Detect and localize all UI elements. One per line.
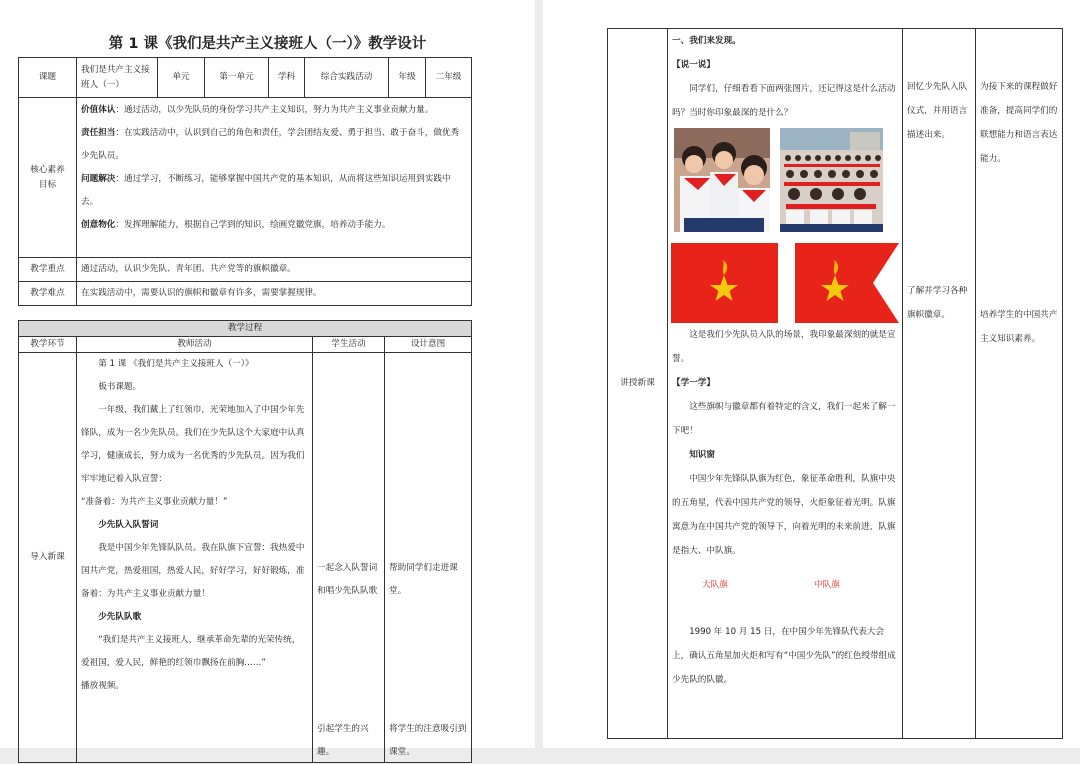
difficulty-label: 教学难点 (19, 282, 77, 306)
student-activity (903, 29, 976, 739)
say-heading: 【说一说】 (672, 60, 715, 70)
grade-value: 二年级 (426, 58, 472, 98)
pledge-heading: 少先队入队誓词 (98, 520, 159, 530)
student-activity-2: 引起学生的兴趣。 (317, 724, 369, 757)
emblem-history-text: 1990 年 10 月 15 日，在中国少年先锋队代表大会上，确认五角星加火炬和写有“中国少先队”的红色绶带组成少先队的队徽。 (672, 627, 896, 685)
brigade-flag-icon (671, 243, 778, 323)
lesson-value: 我们是共产主义接班人（一） (77, 58, 158, 98)
document-page-left (0, 0, 535, 757)
design-intent (976, 29, 1063, 739)
teacher-line: 板书课题。 (98, 382, 142, 392)
squadron-flag-label: 中队旗 (814, 580, 840, 590)
say-text: 同学们，仔细看看下面两张图片，还记得这是什么活动吗？当时你印象最深的是什么？ (672, 84, 896, 118)
induction-ceremony-photo-2 (780, 128, 883, 232)
difficulty-value: 在实践活动中，需要认识的旗帜和徽章有许多，需要掌握规律。 (77, 282, 472, 306)
process-header: 教学过程 (19, 321, 472, 337)
learn-heading: 【学一学】 (672, 378, 715, 388)
learn-text: 这些旗帜与徽章都有着特定的含义，我们一起来了解一下吧！ (672, 402, 896, 436)
core-label: 核心素养目标 (19, 98, 77, 258)
brigade-flag-label: 大队旗 (702, 580, 728, 590)
stage-new-lesson: 讲授新课 (608, 29, 668, 739)
song-heading: 少先队队歌 (98, 612, 142, 622)
design-intent-2: 培养学生的中国共产主义知识素养。 (980, 310, 1058, 344)
teacher-line: 第 1 课 《我们是共产主义接班人（一）》 (98, 359, 254, 369)
core-goals (77, 98, 472, 258)
process-table (18, 320, 472, 763)
teacher-pledge-quote: “准备着：为共产主义事业贡献力量！” (81, 497, 228, 507)
core-goal: 问题解决：通过学习，不断练习，能够掌握中国共产党的基本知识，从而将这些知识运用到实践中去。 (81, 174, 451, 207)
design-intent-1: 帮助同学们走进课堂。 (389, 563, 458, 596)
core-goal: 价值体认：通过活动，以少先队员的身份学习共产主义知识，努力为共产主义事业贡献力量。 (81, 105, 434, 115)
teacher-activity (77, 353, 313, 763)
stage-intro: 导入新课 (19, 353, 77, 763)
page-title: 第 1 课《我们是共产主义接班人（一）》教学设计 (108, 36, 427, 52)
knowledge-window-heading: 知识窗 (689, 450, 715, 460)
unit-value: 第一单元 (205, 58, 269, 98)
design-intent-2: 将学生的注意吸引到课堂。 (389, 724, 467, 757)
core-goal: 责任担当：在实践活动中，认识到自己的角色和责任，学会团结友爱、勇于担当、敢于奋斗，做优秀少先队员。 (81, 128, 460, 161)
teacher-paragraph: 一年级，我们戴上了红领巾，光荣地加入了中国少年先锋队，成为一名少先队员。我们在少先队这个大家庭中认真学习，健康成长，努力成为一名优秀的少先队员。因为我们牢牢地记着入队宣誓： (81, 405, 305, 484)
core-goal: 创意物化：发挥理解能力，根据自己学到的知识，绘画党徽党旗，培养动手能力。 (81, 220, 391, 230)
induction-ceremony-photo-1 (674, 128, 770, 232)
subject-value: 综合实践活动 (305, 58, 389, 98)
student-activity-1: 回忆少先队入队仪式，并用语言描述出来。 (907, 82, 968, 140)
col-student: 学生活动 (313, 337, 385, 353)
student-activity (313, 353, 385, 763)
photo-caption: 这是我们少先队员入队的场景，我印象最深刻的就是宣誓。 (672, 330, 896, 364)
grade-label: 年级 (389, 58, 426, 98)
info-table (18, 57, 472, 306)
squadron-flag-icon (795, 243, 899, 323)
student-activity-1: 一起念入队誓词和唱少先队队歌 (317, 563, 378, 596)
teacher-line: 播放视频。 (81, 681, 124, 691)
key-point-value: 通过活动，认识少先队、青年团、共产党等的旗帜徽章。 (77, 258, 472, 282)
col-intent: 设计意图 (385, 337, 472, 353)
knowledge-window-text: 中国少年先锋队队旗为红色，象征革命胜利，队旗中央的五角星，代表中国共产党的领导，火炬象征着光明。队旗寓意为在中国共产党的领导下，向着光明的未来前进，队旗是指大、中队旗。 (672, 474, 896, 556)
design-intent (385, 353, 472, 763)
lesson-label: 课题 (19, 58, 77, 98)
song-text: “我们是共产主义接班人，继承革命先辈的光荣传统，爱祖国，爱人民，鲜艳的红领巾飘扬在前胸……” (81, 635, 301, 668)
col-teacher: 教师活动 (77, 337, 313, 353)
col-stage: 教学环节 (19, 337, 77, 353)
key-point-label: 教学重点 (19, 258, 77, 282)
unit-label: 单元 (158, 58, 205, 98)
pledge-text: 我是中国少年先锋队队员。我在队旗下宣誓：我热爱中国共产党，热爱祖国，热爱人民，好好学习，好好锻炼，准备着：为共产主义事业贡献力量！ (81, 543, 305, 599)
process-table-continued (607, 28, 1063, 739)
design-intent-1: 为接下来的课程做好准备，提高同学们的联想能力和语言表达能力。 (980, 82, 1058, 164)
document-page-right (543, 0, 1080, 748)
subject-label: 学科 (269, 58, 305, 98)
teacher-activity (668, 29, 903, 739)
section-heading: 一、我们来发现。 (672, 36, 741, 46)
student-activity-2: 了解并学习各种旗帜徽章。 (907, 286, 968, 320)
